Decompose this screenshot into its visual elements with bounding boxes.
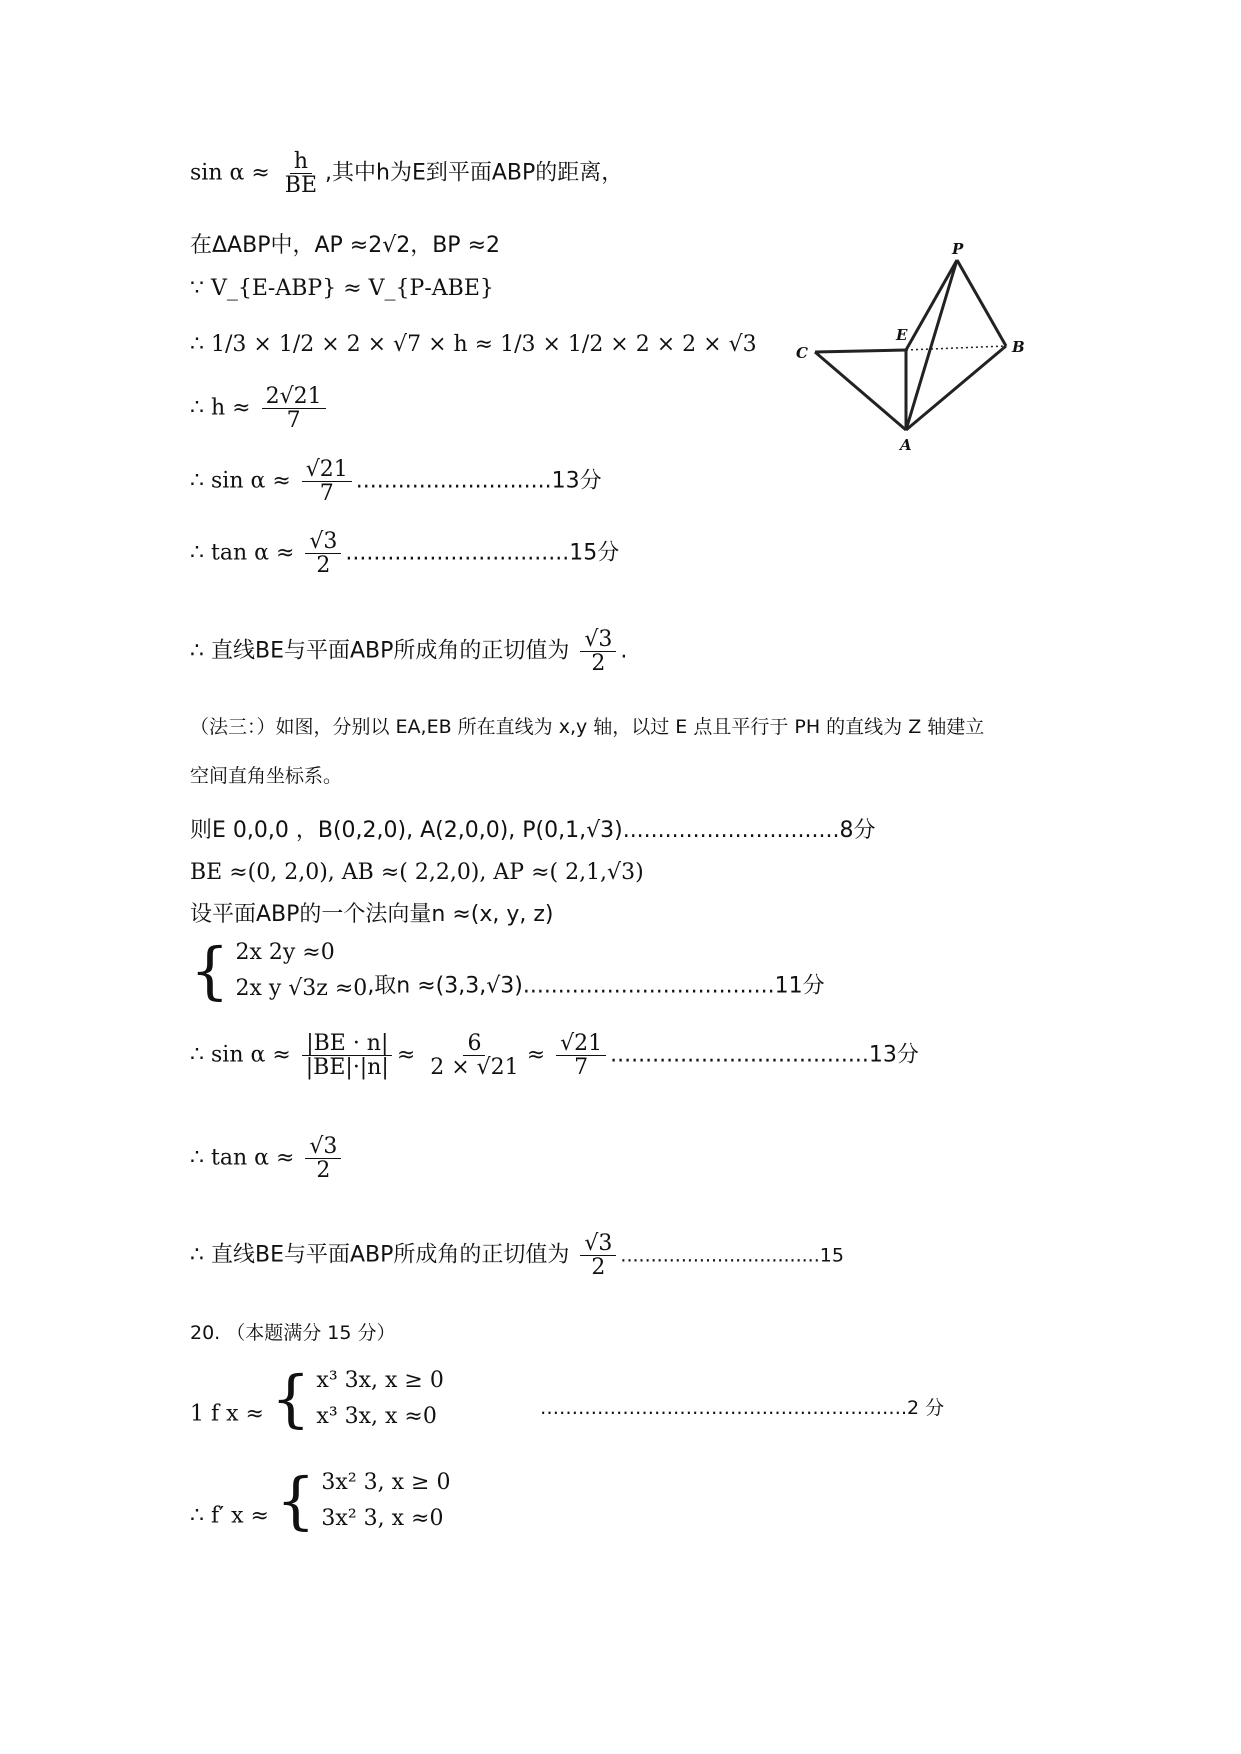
method3-intro: （法三：）如图，分别以 EA,EB 所在直线为 x,y 轴，以过 E 点且平行于 PH 的直线为 Z 轴建立 <box>190 716 985 738</box>
sin-alpha-label: sin α ≈ <box>190 160 270 186</box>
frac-den: 2 <box>316 553 331 579</box>
line-text: ∴ 直线BE与平面ABP所成角的正切值为 <box>190 638 570 664</box>
frac-num: √3 <box>305 530 341 554</box>
edge-eb-dashed <box>906 346 1006 350</box>
line-tan-vector <box>190 1135 345 1182</box>
line-text: . <box>620 638 628 664</box>
line-f-definition <box>190 1362 444 1436</box>
piecewise-f-prime <box>275 1464 451 1538</box>
frac-num: 2√21 <box>262 385 326 409</box>
fraction <box>580 1232 616 1279</box>
line-text: ,取n ≈(3,3,√3)....................................11分 <box>367 973 825 999</box>
method3-intro-cont: 空间直角坐标系。 <box>190 765 343 787</box>
line-coordinates: 则E 0,0,0 ，B(0,2,0), A(2,0,0), P(0,1,√3)...............................8分 <box>190 818 876 843</box>
equation-system <box>190 934 368 1008</box>
line-tan-value <box>190 530 619 577</box>
score-marker: .....................................13分 <box>610 1042 919 1068</box>
frac-num: √21 <box>302 458 352 482</box>
label-e: E <box>896 326 908 344</box>
frac-num: √3 <box>580 1232 616 1256</box>
frac-den: 7 <box>574 1055 589 1081</box>
fraction <box>305 1135 341 1182</box>
piece-row: x³ 3x, x ≈0 <box>316 1404 437 1430</box>
score-marker: ................................15分 <box>345 540 620 566</box>
system-rows <box>235 940 367 1003</box>
line-sin-alpha-def <box>190 150 623 197</box>
frac-num: √3 <box>580 628 616 652</box>
label-c: C <box>796 344 808 362</box>
line-conclusion-2 <box>190 1232 844 1279</box>
fraction <box>305 530 341 577</box>
line-text: ∴ tan α ≈ <box>190 1145 295 1171</box>
frac-den: 2 <box>316 1158 331 1184</box>
line-conclusion-1 <box>190 628 627 675</box>
label-b: B <box>1012 338 1025 356</box>
frac-den: 7 <box>319 481 334 507</box>
edge-ep <box>906 260 957 350</box>
edge-pb <box>957 260 1006 346</box>
line-text: ∴ 直线BE与平面ABP所成角的正切值为 <box>190 1242 570 1268</box>
fraction <box>302 458 352 505</box>
piece-row: x³ 3x, x ≥ 0 <box>316 1368 444 1393</box>
line-text: 1 f x ≈ <box>190 1401 264 1427</box>
system-row: 2x 2y ≈0 <box>235 940 335 965</box>
system-rows <box>316 1368 443 1431</box>
line-text: ∴ h ≈ <box>190 395 251 421</box>
frac-den: |BE|·|n| <box>305 1055 389 1081</box>
score-marker: .................................15 <box>620 1244 844 1267</box>
frac-den: 2 <box>591 651 606 677</box>
line-text: ,其中h为E到平面ABP的距离， <box>325 160 624 186</box>
frac-num: 6 <box>463 1032 485 1056</box>
fraction <box>302 1032 393 1079</box>
left-brace: { <box>190 934 230 1008</box>
geometry-figure <box>780 240 1070 460</box>
frac-num: √21 <box>556 1032 606 1056</box>
line-vectors: BE ≈(0, 2,0), AB ≈( 2,2,0), AP ≈( 2,1,√3) <box>190 860 644 885</box>
fraction <box>556 1032 606 1079</box>
piece-row: 3x² 3, x ≥ 0 <box>321 1470 451 1495</box>
edge-pa <box>906 260 957 430</box>
frac-den: 7 <box>286 408 301 434</box>
line-h-value <box>190 385 330 432</box>
system-row: 2x y √3z ≈0 <box>235 976 368 1002</box>
line-volume-equal: ∵ V_{E‑ABP} ≈ V_{P‑ABE} <box>190 276 494 301</box>
line-text: ∴ sin α ≈ <box>190 1042 291 1068</box>
line-equation-system <box>190 934 825 1008</box>
line-f-derivative <box>190 1464 451 1538</box>
line-sin-value <box>190 458 602 505</box>
frac-num: |BE · n| <box>302 1032 392 1056</box>
piece-row: 3x² 3, x ≈0 <box>321 1506 444 1532</box>
frac-den: 2 × √21 <box>430 1055 519 1081</box>
line-volume-equation: ∴ 1/3 × 1/2 × 2 × √7 × h ≈ 1/3 × 1/2 × 2 × 2 × √3 <box>190 332 757 357</box>
piecewise-f <box>270 1362 444 1436</box>
line-text: ∴ f′ x ≈ <box>190 1503 269 1529</box>
fraction-h-over-be <box>281 150 321 197</box>
frac-den: BE <box>284 173 318 199</box>
edge-ce <box>815 350 906 352</box>
fraction <box>426 1032 522 1079</box>
line-ap-bp: 在ΔABP中，AP ≈2√2，BP ≈2 <box>190 233 500 258</box>
score-marker-2: ………………………………………………….2 分 <box>540 1397 945 1419</box>
fraction <box>580 628 616 675</box>
frac-num: h <box>290 150 312 174</box>
frac-den: 2 <box>591 1255 606 1281</box>
edge-ca <box>815 352 906 430</box>
line-sin-vector: ∴ sin α ≈ $\frac{|BE \cdot n|}{|BE|\cdot|n|}$ ≈ $\frac{6}{2 \times √21}$ ≈ $\frac{√21}{7}$ .....................................13分 <box>190 1031 919 1081</box>
system-rows <box>321 1470 450 1533</box>
line-normal-vector: 设平面ABP的一个法向量n ≈(x, y, z) <box>190 902 554 927</box>
line-text: ∴ tan α ≈ <box>190 540 295 566</box>
figure-edges <box>815 260 1006 430</box>
line-text: ∴ sin α ≈ <box>190 468 291 494</box>
left-brace: { <box>270 1362 311 1436</box>
label-a: A <box>900 436 912 454</box>
score-marker: ............................13分 <box>355 468 602 494</box>
label-p: P <box>952 240 964 258</box>
question-20-heading: 20. （本题满分 15 分） <box>190 1322 396 1344</box>
frac-num: √3 <box>305 1135 341 1159</box>
fraction <box>262 385 326 432</box>
edge-ba <box>906 346 1006 430</box>
left-brace: { <box>275 1464 316 1538</box>
